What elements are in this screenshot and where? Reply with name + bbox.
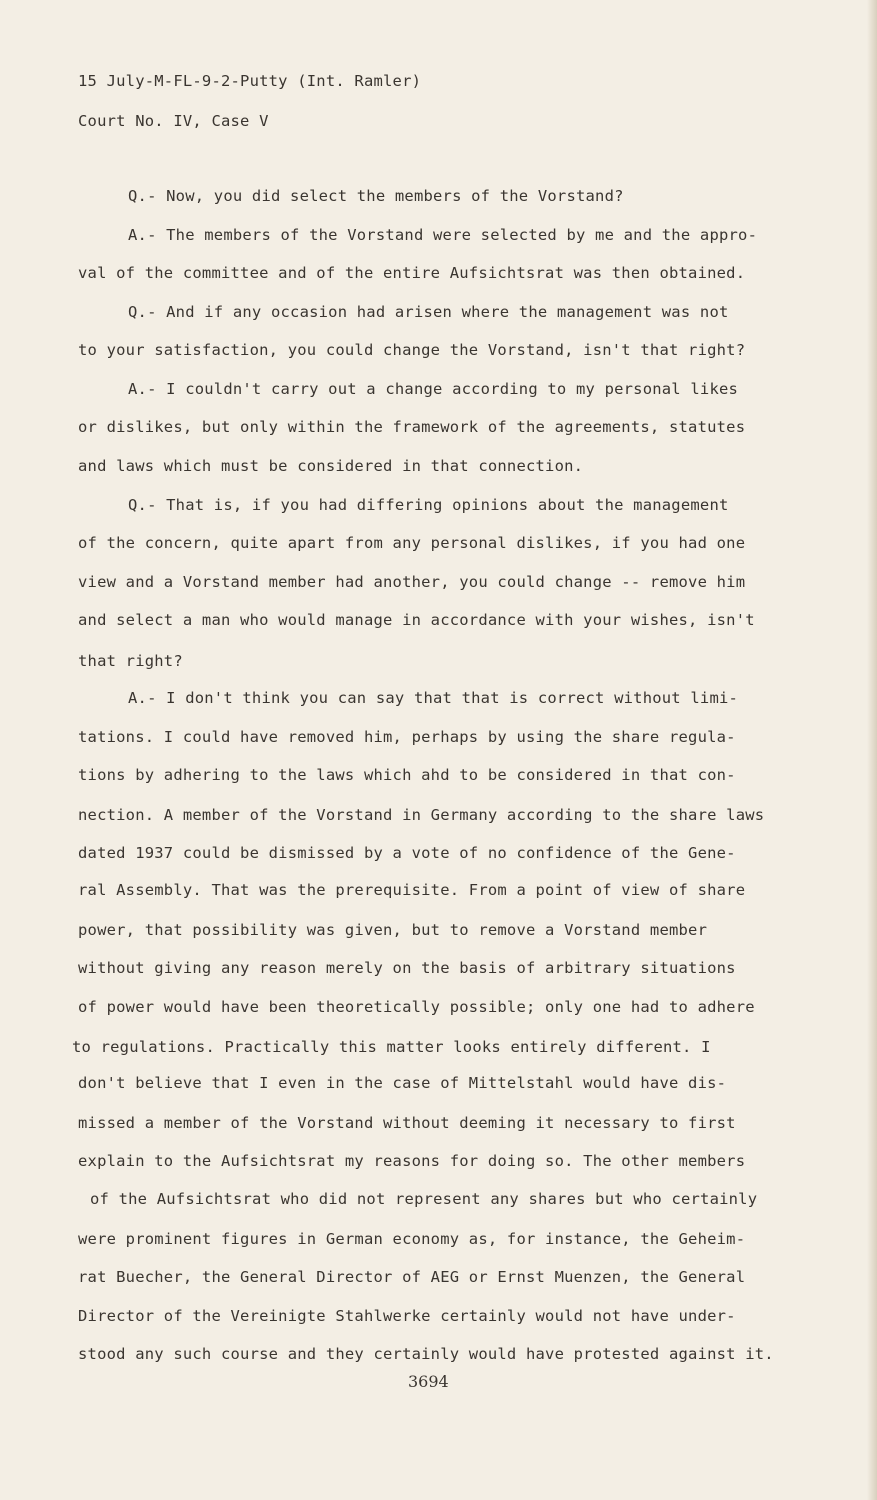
body-line: dated 1937 could be dismissed by a vote of no confidence of the Gene- xyxy=(78,844,736,862)
body-line: rat Buecher, the General Director of AEG or Ernst Muenzen, the General xyxy=(78,1268,746,1286)
body-line: A.- The members of the Vorstand were selected by me and the appro- xyxy=(128,226,758,244)
body-line: of the concern, quite apart from any personal dislikes, if you had one xyxy=(78,534,746,552)
body-line: tations. I could have removed him, perhaps by using the share regula- xyxy=(78,728,736,746)
body-line: of the Aufsichtsrat who did not represent any shares but who certainly xyxy=(90,1190,758,1208)
body-line: ral Assembly. That was the prerequisite. From a point of view of share xyxy=(78,881,746,899)
body-line: Q.- And if any occasion had arisen where the management was not xyxy=(128,303,729,321)
body-line: explain to the Aufsichtsrat my reasons for doing so. The other members xyxy=(78,1152,746,1170)
page-number: 3694 xyxy=(408,1372,449,1391)
body-line: Q.- That is, if you had differing opinions about the management xyxy=(128,496,729,514)
body-line: A.- I couldn't carry out a change according to my personal likes xyxy=(128,380,739,398)
body-line: to regulations. Practically this matter looks entirely different. I xyxy=(72,1038,711,1056)
body-line: view and a Vorstand member had another, you could change -- remove him xyxy=(78,573,746,591)
body-line: don't believe that I even in the case of Mittelstahl would have dis- xyxy=(78,1074,727,1092)
body-line: or dislikes, but only within the framework of the agreements, statutes xyxy=(78,418,746,436)
body-line: missed a member of the Vorstand without deeming it necessary to first xyxy=(78,1114,736,1132)
body-line: Q.- Now, you did select the members of the Vorstand? xyxy=(128,187,624,205)
body-line: tions by adhering to the laws which ahd to be considered in that con- xyxy=(78,766,736,784)
body-line: and select a man who would manage in accordance with your wishes, isn't xyxy=(78,611,755,629)
body-line: stood any such course and they certainly would have protested against it. xyxy=(78,1345,774,1363)
page-edge-shadow xyxy=(867,0,877,1500)
body-line: power, that possibility was given, but to remove a Vorstand member xyxy=(78,921,708,939)
body-line: val of the committee and of the entire Aufsichtsrat was then obtained. xyxy=(78,264,746,282)
header-line-1: 15 July-M-FL-9-2-Putty (Int. Ramler) xyxy=(78,72,422,90)
body-line: Director of the Vereinigte Stahlwerke certainly would not have under- xyxy=(78,1307,736,1325)
body-line: that right? xyxy=(78,652,183,670)
body-line: and laws which must be considered in that connection. xyxy=(78,457,584,475)
body-line: were prominent figures in German economy as, for instance, the Geheim- xyxy=(78,1230,746,1248)
body-line: of power would have been theoretically possible; only one had to adhere xyxy=(78,998,755,1016)
header-line-2: Court No. IV, Case V xyxy=(78,112,269,130)
body-line: nection. A member of the Vorstand in Germany according to the share laws xyxy=(78,806,765,824)
body-line: A.- I don't think you can say that that is correct without limi- xyxy=(128,689,739,707)
body-line: without giving any reason merely on the basis of arbitrary situations xyxy=(78,959,736,977)
body-line: to your satisfaction, you could change the Vorstand, isn't that right? xyxy=(78,341,746,359)
